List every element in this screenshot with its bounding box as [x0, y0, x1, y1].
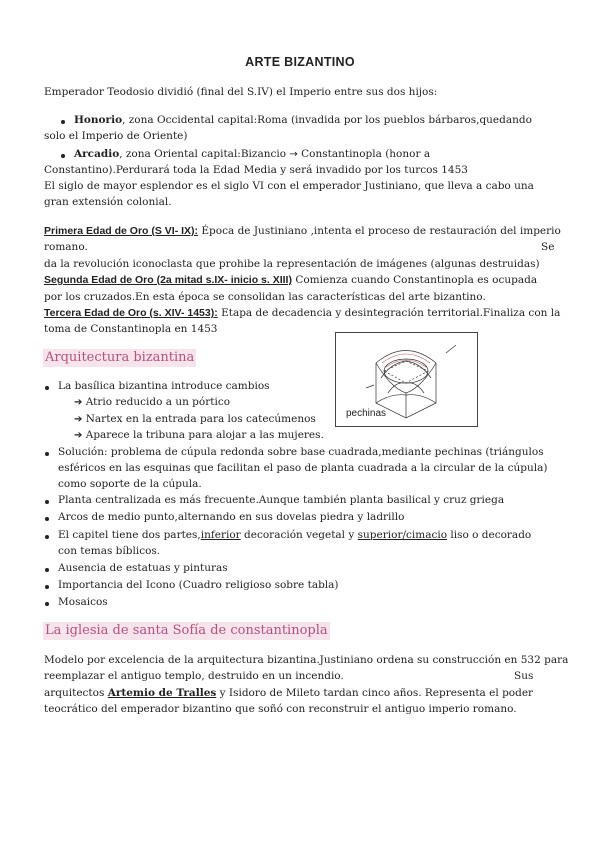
honorio-cont: solo el Imperio de Oriente) — [44, 130, 188, 142]
sofia-line-3b: y Isidoro de Mileto tardan cinco años. Representa el poder — [216, 687, 534, 699]
siglo-line-1: El siglo de mayor esplendor es el siglo VI con el emperador Justiniano, que lleva a cabo una — [44, 180, 534, 192]
pechinas-label: pechinas — [346, 408, 387, 419]
arcadio-text2: Constantinopla (honor a — [301, 148, 431, 160]
sofia-line-3 — [44, 685, 533, 701]
tercera-line — [44, 305, 560, 321]
arcadio-text: , zona Oriental capital:Bizancio — [119, 148, 287, 160]
sub-item-atrio — [74, 394, 230, 411]
artemio-name: Artemio de Tralles — [107, 687, 217, 699]
icono-text: Importancia del Icono (Cuadro religioso sobre tabla) — [58, 579, 339, 591]
bullet-icon — [45, 568, 49, 572]
sofia-line-3a: arquitectos — [44, 687, 108, 699]
arcadio-name: Arcadio — [74, 148, 120, 160]
sub-item-text: Atrio reducido a un pórtico — [85, 396, 231, 408]
segunda-line — [44, 272, 537, 288]
capitel-c: liso o decorado — [447, 529, 532, 541]
capitel-b: decoración vegetal y — [240, 529, 358, 541]
basilica-text: La basílica bizantina introduce cambios — [58, 380, 270, 392]
bullet-icon — [45, 517, 49, 521]
solucion-line-2: esféricos en las esquinas que facilitan el paso de planta cuadrada a la circular de la cúpula) — [58, 462, 548, 474]
sofia-line-4: teocrático del emperador bizantino que soñó con reconstruir el antiguo imperio romano. — [44, 703, 517, 715]
sub-item-nartex — [74, 411, 316, 428]
sub-item-tribuna — [74, 427, 324, 444]
tercera-line-2: toma de Constantinopla en 1453 — [44, 323, 218, 335]
segunda-label: Segunda Edad de Oro (2a mitad s.IX- inicio s. XIII) — [44, 274, 292, 286]
capitel-a: El capitel tiene dos partes, — [58, 529, 201, 541]
primera-line-3: da la revolución iconoclasta que prohibe la representación de imágenes (algunas destruidas) — [44, 258, 540, 270]
sofia-line-2-right: Sus — [514, 670, 534, 682]
bullet-icon — [45, 500, 49, 504]
intro-text: Emperador Teodosio dividió (final del S.IV) el Imperio entre sus dos hijos: — [44, 86, 438, 98]
bullet-icon — [61, 154, 65, 158]
capitel-line-2: con temas bíblicos. — [58, 545, 161, 557]
primera-text: Época de Justiniano ,intenta el proceso de restauración del imperio — [201, 225, 561, 237]
page-title: ARTE BIZANTINO — [245, 55, 355, 69]
capitel-superior: superior/cimacio — [357, 529, 448, 541]
primera-line-2-right: Se — [541, 241, 555, 253]
segunda-text: Comienza cuando Constantinopla es ocupada — [295, 274, 538, 286]
siglo-line-2: gran extensión colonial. — [44, 196, 172, 208]
segunda-line-2: por los cruzados.En esta época se consolidan las características del arte bizantino. — [44, 291, 486, 303]
pechinas-figure — [335, 332, 478, 427]
tercera-text: Etapa de decadencia y desintegración territorial.Finaliza con la — [221, 307, 561, 319]
sofia-line-1: Modelo por excelencia de la arquitectura bizantina.Justiniano ordena su construcción en 532 para — [44, 654, 569, 666]
honorio-text: , zona Occidental capital:Roma (invadida por los pueblos bárbaros,quedando — [122, 114, 532, 126]
primera-line — [44, 223, 561, 239]
sub-item-text: Nartex en la entrada para los catecúmenos — [85, 413, 316, 425]
bullet-icon — [45, 585, 49, 589]
solucion-line-1: Solución: problema de cúpula redonda sobre base cuadrada,mediante pechinas (triángulos — [58, 446, 544, 458]
primera-line-2: romano. — [44, 241, 88, 253]
sofia-line-2: reemplazar el antiguo templo, destruido en un incendio. — [44, 670, 344, 682]
arrow-right-icon: → — [289, 149, 298, 160]
arcadio-line — [74, 146, 430, 163]
arrow-icon: ➔ — [74, 414, 83, 425]
bullet-icon — [45, 602, 49, 606]
arcadio-cont: Constantino).Perdurará toda la Edad Media y será invadido por los turcos 1453 — [44, 164, 468, 176]
honorio-line — [74, 112, 532, 128]
capitel-inferior: inferior — [200, 529, 241, 541]
planta-text: Planta centralizada es más frecuente.Aunque también planta basilical y cruz griega — [58, 494, 505, 506]
section-heading-arquitectura: Arquitectura bizantina — [45, 350, 195, 365]
ausencia-text: Ausencia de estatuas y pinturas — [58, 562, 228, 574]
sub-item-text: Aparece la tribuna para alojar a las mujeres. — [85, 429, 324, 441]
arrow-icon: ➔ — [74, 397, 83, 408]
bullet-icon — [61, 120, 65, 124]
arcos-text: Arcos de medio punto,alternando en sus dovelas piedra y ladrillo — [58, 511, 405, 523]
tercera-label: Tercera Edad de Oro (s. XIV- 1453): — [44, 307, 218, 319]
bullet-icon — [45, 386, 49, 390]
primera-label: Primera Edad de Oro (S VI- IX): — [44, 225, 199, 237]
section-heading-santa-sofia: La iglesia de santa Sofía de constantinopla — [45, 623, 328, 638]
bullet-icon — [45, 452, 49, 456]
arrow-icon: ➔ — [74, 430, 83, 441]
capitel-line — [58, 527, 531, 543]
solucion-line-3: como soporte de la cúpula. — [58, 478, 202, 490]
mosaicos-text: Mosaicos — [58, 596, 108, 608]
bullet-icon — [45, 535, 49, 539]
honorio-name: Honorio — [74, 114, 123, 126]
